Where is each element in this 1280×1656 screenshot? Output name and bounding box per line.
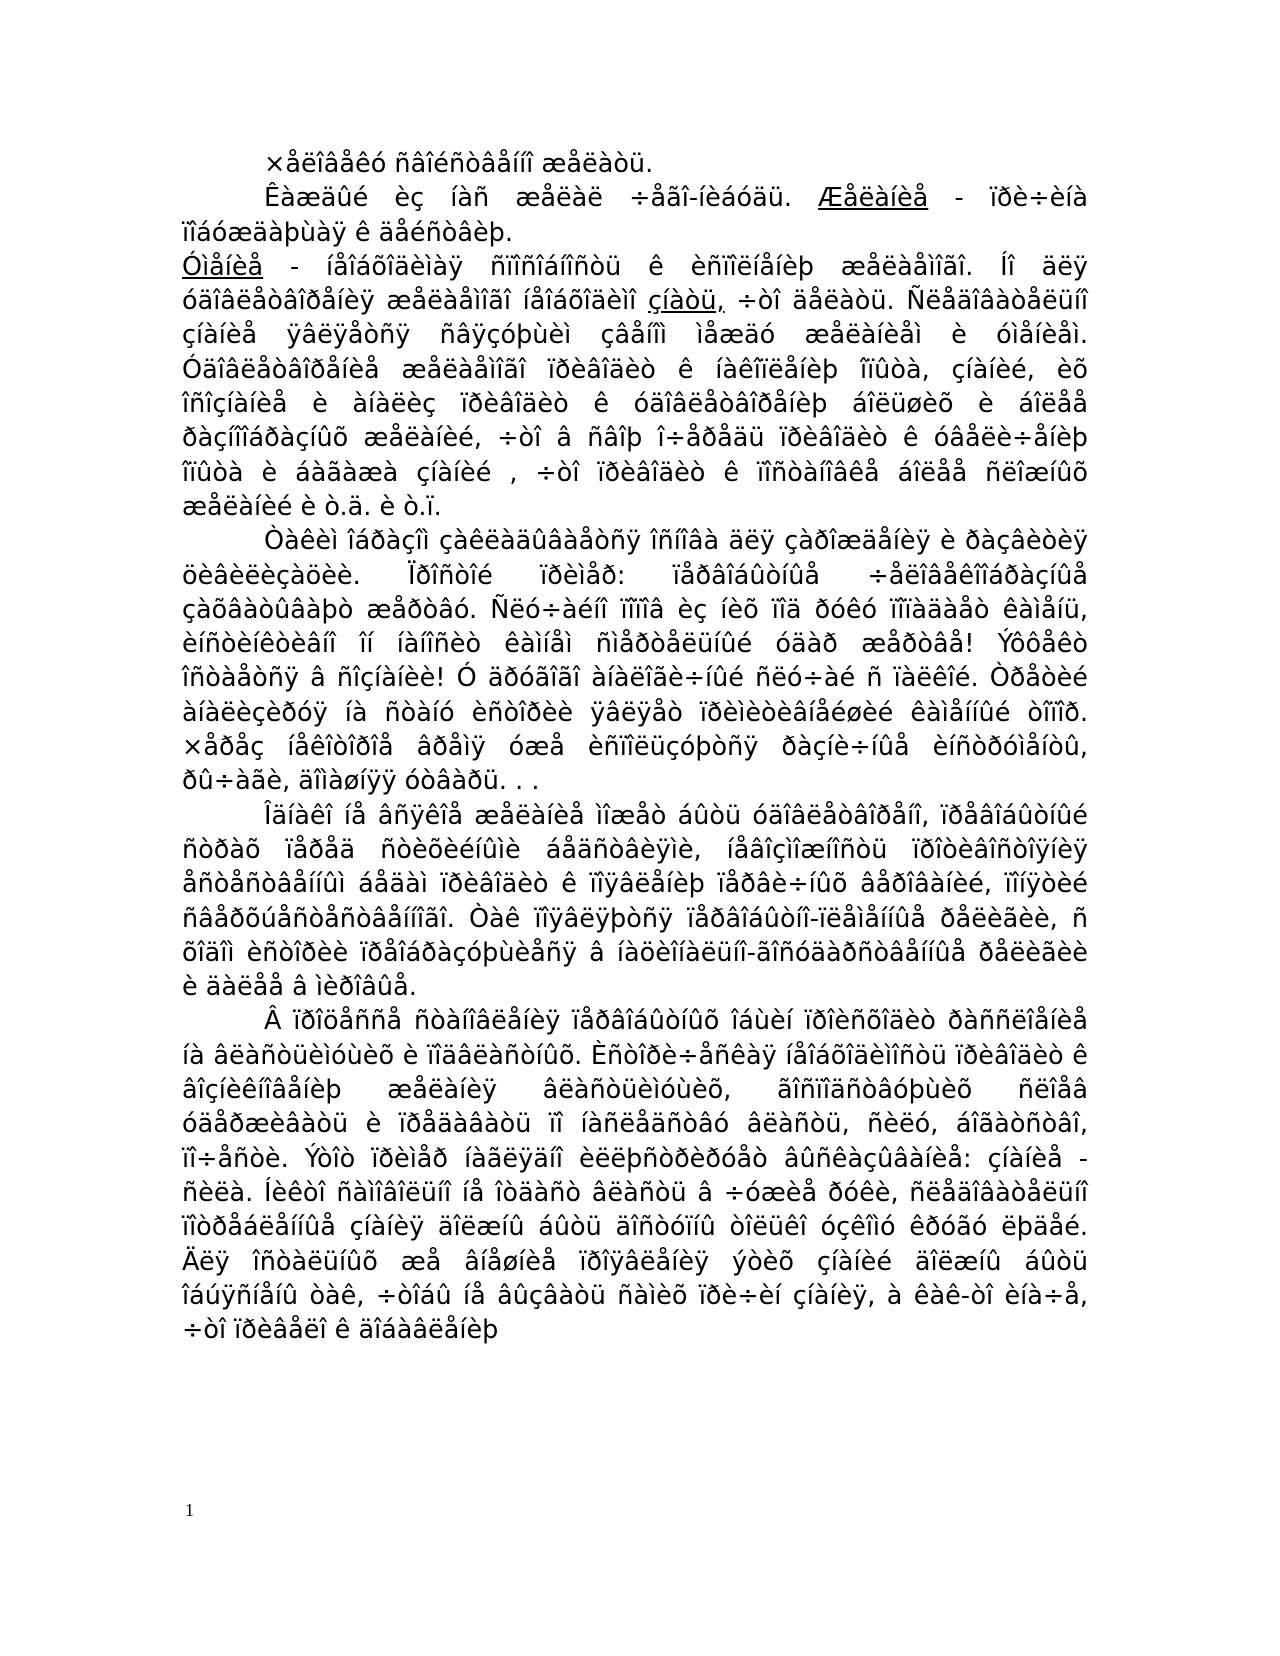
paragraph: Â ïðîöåññå ñòàíîâëåíèÿ ïåðâîáûòíûõ îáùèí ïðîèñõîäèò ðàññëîåíèå íà âëàñòüèìóùèõ è ïîäâëàñòíûõ. Èñòîðè÷åñêàÿ íåîáõîäèìîñòü ïðèâîäèò ê âîçíèêíîâåíèþ æåëàíèÿ âëàñòüèìóùèõ, ãîñïîäñòâóþùèõ ñëîåâ óäåðæèâàòü è ïðåäàâàòü ïî íàñëåäñòâó âëàñòü, ñèëó, áîãàòñòâî, ïî÷åñòè. Ýòîò ïðèìåð íàãëÿäíî èëëþñòðèðóåò âûñêàçûâàíèå: çíàíèå - ñèëà. Íèêòî ñàìîâîëüíî íå îòäàñò âëàñòü â ÷óæèå ðóêè, ñëåäîâàòåëüíî ïîòðåáëåííûå çíàíèÿ äîëæíû áûòü äîñòóïíû òîëüêî óçêîìó êðóãó ëþäåé. Äëÿ îñòàëüíûõ æå âíåøíèå ïðîÿâëåíèÿ ýòèõ çíàíèé äîëæíû áûòü îáúÿñíåíû òàê, ÷òîáû íå âûçâàòü ñàìèõ ïðè÷èí çíàíèÿ, à êàê-òî èíà÷å, ÷òî ïðèâåëî ê äîáàâëåíèþ	[182, 1006, 1088, 1346]
paragraph: ×åëîâåêó ñâîéñòâåííî æåëàòü.	[264, 149, 654, 179]
underlined-word: Æåëàíèå	[818, 183, 929, 214]
paragraph: Îäíàêî íå âñÿêîå æåëàíèå ìîæåò áûòü óäîâëåòâîðåíî, ïðåâîáûòíûé ñòðàõ ïåðåä ñòèõèéíûìè áåäñòâèÿìè, íåâîçìîæíîñòü ïðîòèâîñòîÿíèÿ åñòåñòâåííûì áåäàì ïðèâîäèò ê ïîÿâëåíèþ ïåðâè÷íûõ âåðîâàíèé, ïîíÿòèé ñâåðõúåñòåñòâåííîãî. Òàê ïîÿâëÿþòñÿ ïåðâîáûòíî-ïëåìåííûå ðåëèãèè, ñ õîäîì èñòîðèè ïðåîáðàçóþùèåñÿ â íàöèîíàëüíî-ãîñóäàðñòâåííûå ðåëèãèè è äàëåå â ìèðîâûå.	[182, 800, 1088, 1003]
page-number: 1	[185, 1500, 194, 1520]
underlined-word: çíàòü,	[648, 286, 725, 317]
body-text	[182, 147, 1088, 1347]
paragraph: Êàæäûé èç íàñ æåëàë ÷åãî-íèáóäü. Æåëàíèå - ïðè÷èíà ïîáóæäàþùàÿ ê äåéñòâèþ.	[182, 183, 1088, 248]
paragraph: Òàêèì îáðàçîì çàêëàäûâàåòñÿ îñíîâà äëÿ çàðîæäåíèÿ è ðàçâèòèÿ öèâèëèçàöèè. Ïðîñòîé ïðèìåð: ïåðâîáûòíûå ÷åëîâåêîîáðàçíûå çàõâàòûâàþò æåðòâó. Ñëó÷àéíî ïîïîâ èç íèõ ïîä ðóêó ïîïàäàåò êàìåíü, èíñòèíêòèâíî îí íàíîñèò êàìíåì ñìåðòåëüíûé óäàð æåðòâå! Ýôôåêò îñòàåòñÿ â ñîçíàíèè! Ó äðóãîãî àíàëîãè÷íûé ñëó÷àé ñ ïàëêîé. Òðåòèé àíàëèçèðóÿ íà ñòàíó èñòîðèè ÿâëÿåò ïðèìèòèâíåéøèé êàìåííûé òîïîð. ×åðåç íåêîòîðîå âðåìÿ óæå èñïîëüçóþòñÿ ðàçíè÷íûå èíñòðóìåíòû, ðû÷àãè, äîìàøíÿÿ óòâàðü. . .	[182, 526, 1088, 797]
paragraph: Óìåíèå - íåîáõîäèìàÿ ñïîñîáíîñòü ê èñïîëíåíèþ æåëàåìîãî. Íî äëÿ óäîâëåòâîðåíèÿ æåëàåìîãî íåîáõîäèìî çíàòü, ÷òî äåëàòü. Ñëåäîâàòåëüíî çíàíèå ÿâëÿåòñÿ ñâÿçóþùèì çâåíîì ìåæäó æåëàíèåì è óìåíèåì. Óäîâëåòâîðåíèå æåëàåìîãî ïðèâîäèò ê íàêîïëåíèþ îïûòà, çíàíèé, èõ îñîçíàíèå è àíàëèç ïðèâîäèò ê óäîâëåòâîðåíèþ áîëüøèõ è áîëåå ðàçíîîáðàçíûõ æåëàíèé, ÷òî â ñâîþ î÷åðåäü ïðèâîäèò ê óâåëè÷åíèþ îïûòà è áàãàæà çíàíèé , ÷òî ïðèâîäèò ê ïîñòàíîâêå áîëåå ñëîæíûõ æåëàíèé è ò.ä. è ò.ï.	[182, 251, 1088, 522]
underlined-word: Óìåíèå	[182, 251, 264, 282]
